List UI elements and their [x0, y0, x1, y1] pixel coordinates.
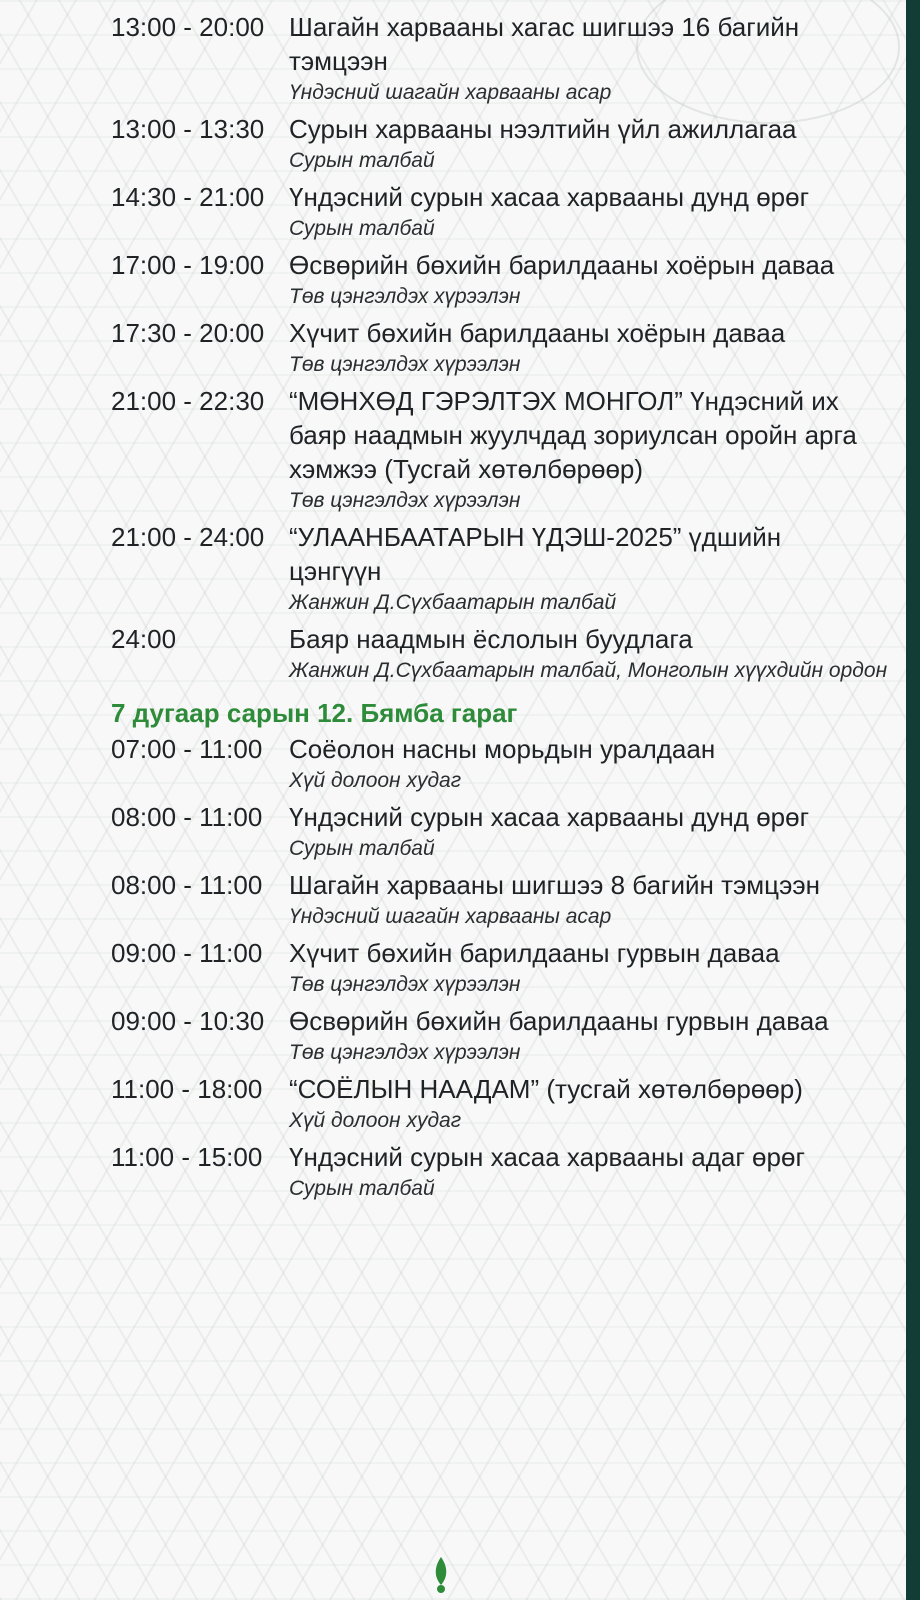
event-time: 17:30 - 20:00 [111, 318, 265, 348]
event-location: Сурын талбай [289, 1177, 435, 1200]
leaf-logo-icon [428, 1555, 454, 1595]
event-location: Төв цэнгэлдэх хүрээлэн [289, 1041, 521, 1064]
event-location: Төв цэнгэлдэх хүрээлэн [289, 489, 521, 512]
event-title: Үндэсний сурын хасаа харвааны адаг өрөг [289, 1142, 805, 1172]
event-location: Төв цэнгэлдэх хүрээлэн [289, 353, 521, 376]
event-title: Өсвөрийн бөхийн барилдааны хоёрын даваа [289, 250, 835, 280]
schedule-item [0, 800, 906, 864]
event-time: 08:00 - 11:00 [111, 802, 263, 832]
event-location: Төв цэнгэлдэх хүрээлэн [289, 285, 521, 308]
schedule-item [0, 248, 906, 312]
schedule-item [0, 1004, 906, 1068]
event-title: “УЛААНБААТАРЫН ҮДЭШ-2025” үдшийн цэнгүүн [289, 522, 782, 586]
event-time: 13:00 - 20:00 [111, 12, 265, 42]
event-location: Сурын талбай [289, 217, 435, 240]
event-time: 21:00 - 22:30 [111, 386, 265, 416]
schedule-item [0, 622, 906, 686]
event-location: Жанжин Д.Сүхбаатарын талбай, Монголын хүүхдийн ордон [289, 659, 888, 682]
schedule-item [0, 180, 906, 244]
events-list-before [0, 10, 906, 686]
event-location: Жанжин Д.Сүхбаатарын талбай [289, 591, 617, 614]
schedule-item [0, 732, 906, 796]
event-title: “СОЁЛЫН НААДАМ” (тусгай хөтөлбөрөөр) [289, 1074, 803, 1104]
day-heading: 7 дугаар сарын 12. Бямба гараг [111, 698, 518, 728]
event-title: Үндэсний сурын хасаа харвааны дунд өрөг [289, 802, 810, 832]
schedule-item [0, 112, 906, 176]
schedule-item [0, 936, 906, 1000]
schedule-item [0, 316, 906, 380]
event-title: Шагайн харвааны хагас шигшээ 16 багийн тэмцээн [289, 12, 800, 76]
event-location: Хүй долоон худаг [289, 769, 462, 792]
event-time: 07:00 - 11:00 [111, 734, 263, 764]
event-title: Үндэсний сурын хасаа харвааны дунд өрөг [289, 182, 810, 212]
event-title: Баяр наадмын ёслолын буудлага [289, 624, 693, 654]
event-time: 14:30 - 21:00 [111, 182, 265, 212]
events-list-after [0, 732, 906, 1204]
event-time: 11:00 - 18:00 [111, 1074, 263, 1104]
event-time: 24:00 [111, 624, 177, 654]
event-location: Үндэсний шагайн харвааны асар [289, 81, 612, 104]
event-time: 17:00 - 19:00 [111, 250, 265, 280]
event-time: 09:00 - 11:00 [111, 938, 263, 968]
event-time: 21:00 - 24:00 [111, 522, 265, 552]
schedule-item [0, 1072, 906, 1136]
schedule-item [0, 520, 906, 618]
event-title: Соёолон насны морьдын уралдаан [289, 734, 716, 764]
frame-border [906, 0, 920, 1600]
event-title: Сурын харвааны нээлтийн үйл ажиллагаа [289, 114, 797, 144]
event-time: 11:00 - 15:00 [111, 1142, 263, 1172]
event-location: Төв цэнгэлдэх хүрээлэн [289, 973, 521, 996]
event-title: Хүчит бөхийн барилдааны хоёрын даваа [289, 318, 786, 348]
event-title: “МӨНХӨД ГЭРЭЛТЭХ МОНГОЛ” Үндэсний их баяр наадмын жуулчдад зориулсан оройн арга хэмжээ (Тусгай хөтөлбөрөөр) [289, 386, 857, 484]
event-title: Өсвөрийн бөхийн барилдааны гурвын даваа [289, 1006, 829, 1036]
event-time: 13:00 - 13:30 [111, 114, 265, 144]
schedule-item [0, 868, 906, 932]
event-title: Хүчит бөхийн барилдааны гурвын даваа [289, 938, 780, 968]
event-location: Үндэсний шагайн харвааны асар [289, 905, 612, 928]
schedule-item [0, 1140, 906, 1204]
event-location: Сурын талбай [289, 149, 435, 172]
event-time: 08:00 - 11:00 [111, 870, 263, 900]
schedule-item [0, 10, 906, 108]
event-time: 09:00 - 10:30 [111, 1006, 265, 1036]
schedule-item [0, 384, 906, 516]
event-location: Сурын талбай [289, 837, 435, 860]
event-location: Хүй долоон худаг [289, 1109, 462, 1132]
event-title: Шагайн харвааны шигшээ 8 багийн тэмцээн [289, 870, 820, 900]
